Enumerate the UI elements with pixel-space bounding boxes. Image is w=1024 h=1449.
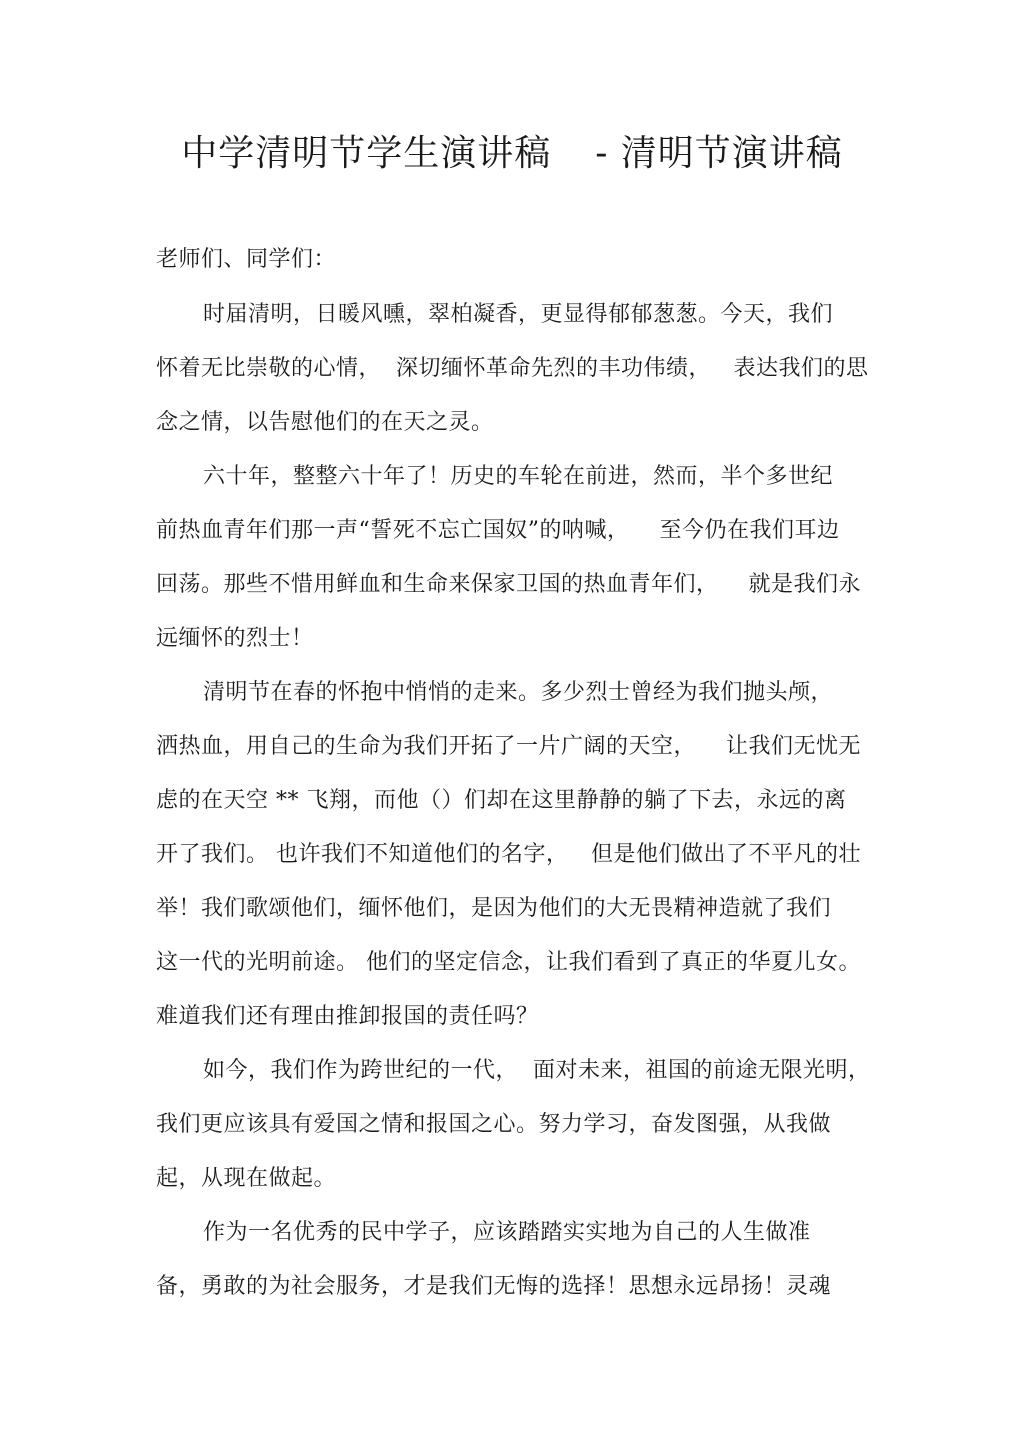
paragraph-line: 备，勇敢的为社会服务，才是我们无悔的选择！思想永远昂扬！灵魂 <box>156 1274 832 1299</box>
paragraph-line: 六十年，整整六十年了！历史的车轮在前进，然而，半个多世纪 <box>203 464 834 489</box>
paragraph-line: 念之情，以告慰他们的在天之灵。 <box>156 410 494 435</box>
paragraph-line: 如今，我们作为跨世纪的一代， 面对未来，祖国的前途无限光明， <box>203 1058 871 1083</box>
paragraph-line: 我们更应该具有爱国之情和报国之心。努力学习，奋发图强，从我做 <box>156 1112 832 1137</box>
title-main: 中学清明节学生演讲稿 <box>181 133 552 174</box>
paragraph-line: 开了我们。 也许我们不知道他们的名字， 但是他们做出了不平凡的壮 <box>156 842 861 867</box>
paragraph-line: 前热血青年们那一声“誓死不忘亡国奴”的呐喊， 至今仍在我们耳边 <box>156 518 840 543</box>
paragraph-line: 举！我们歌颂他们，缅怀他们，是因为他们的大无畏精神造就了我们 <box>156 896 832 921</box>
page-title <box>0 128 1024 180</box>
paragraph-line: 作为一名优秀的民中学子，应该踏踏实实地为自己的人生做准 <box>203 1220 811 1245</box>
paragraph-line: 怀着无比崇敬的心情， 深切缅怀革命先烈的丰功伟绩， 表达我们的思 <box>156 356 869 381</box>
paragraph-line: 回荡。那些不惜用鲜血和生命来保家卫国的热血青年们， 就是我们永 <box>156 572 861 597</box>
salutation: 老师们、同学们： <box>156 247 337 272</box>
title-sub: - 清明节演讲稿 <box>595 133 843 174</box>
paragraph-line: 起，从现在做起。 <box>156 1166 337 1191</box>
paragraph-line: 远缅怀的烈士！ <box>156 626 314 651</box>
paragraph-line: 洒热血，用自己的生命为我们开拓了一片广阔的天空， 让我们无忧无 <box>156 734 861 759</box>
paragraph-line: 这一代的光明前途。 他们的坚定信念，让我们看到了真正的华夏儿女。 <box>156 950 861 975</box>
paragraph-line: 时届清明，日暖风曛，翠柏凝香，更显得郁郁葱葱。今天，我们 <box>203 302 834 327</box>
paragraph-line: 虑的在天空 ** 飞翔，而他（）们却在这里静静的躺了下去，永远的离 <box>156 788 847 813</box>
paragraph-line: 难道我们还有理由推卸报国的责任吗？ <box>156 1004 539 1029</box>
paragraph-line: 清明节在春的怀抱中悄悄的走来。多少烈士曾经为我们抛头颅， <box>203 680 834 705</box>
